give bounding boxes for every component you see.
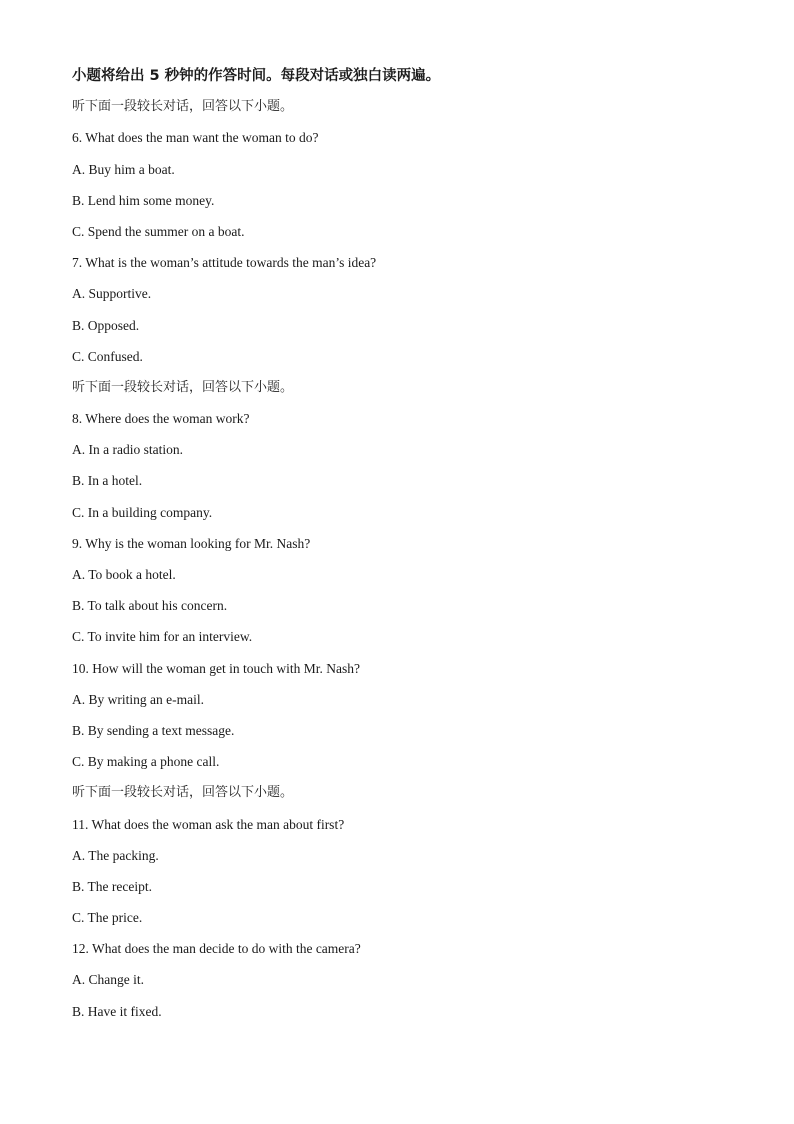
question-text: 8. Where does the woman work? xyxy=(72,411,250,427)
answer-option: C. The price. xyxy=(72,910,143,926)
answer-option: A. Buy him a boat. xyxy=(72,161,175,177)
question-text: 10. How will the woman get in touch with Mr. Nash? xyxy=(72,660,360,676)
question-text: 12. What does the man decide to do with the camera? xyxy=(72,941,361,957)
question-list xyxy=(72,95,752,1031)
answer-option: B. The receipt. xyxy=(72,878,152,894)
question-text: 6. What does the man want the woman to do? xyxy=(72,130,319,146)
answer-option: C. By making a phone call. xyxy=(72,754,220,770)
document-page xyxy=(72,64,752,1031)
answer-option: A. The packing. xyxy=(72,847,159,863)
question-text: 9. Why is the woman looking for Mr. Nash? xyxy=(72,535,311,551)
question-text: 11. What does the woman ask the man about first? xyxy=(72,816,345,832)
answer-option: C. In a building company. xyxy=(72,504,213,520)
answer-option: A. In a radio station. xyxy=(72,442,183,458)
answer-option: B. To talk about his concern. xyxy=(72,598,228,614)
answer-option: C. Confused. xyxy=(72,348,143,364)
listening-instruction: 听下面一段较长对话，回答以下小题。 xyxy=(72,99,294,115)
answer-option: B. By sending a text message. xyxy=(72,722,235,738)
answer-option: A. By writing an e-mail. xyxy=(72,691,204,707)
answer-option: B. In a hotel. xyxy=(72,473,143,489)
answer-option: A. Change it. xyxy=(72,972,144,988)
listening-instruction: 听下面一段较长对话，回答以下小题。 xyxy=(72,379,294,395)
answer-option: A. Supportive. xyxy=(72,286,152,302)
answer-option: B. Opposed. xyxy=(72,317,140,333)
answer-option: B. Have it fixed. xyxy=(72,1003,162,1019)
answer-option: B. Lend him some money. xyxy=(72,192,215,208)
question-text: 7. What is the woman’s attitude towards the man’s idea? xyxy=(72,255,377,271)
answer-option: C. To invite him for an interview. xyxy=(72,629,253,645)
answer-option: C. Spend the summer on a boat. xyxy=(72,223,245,239)
section-heading: 小题将给出 5 秒钟的作答时间。每段对话或独白读两遍。 xyxy=(72,68,441,84)
listening-instruction: 听下面一段较长对话，回答以下小题。 xyxy=(72,785,294,801)
answer-option: A. To book a hotel. xyxy=(72,567,176,582)
